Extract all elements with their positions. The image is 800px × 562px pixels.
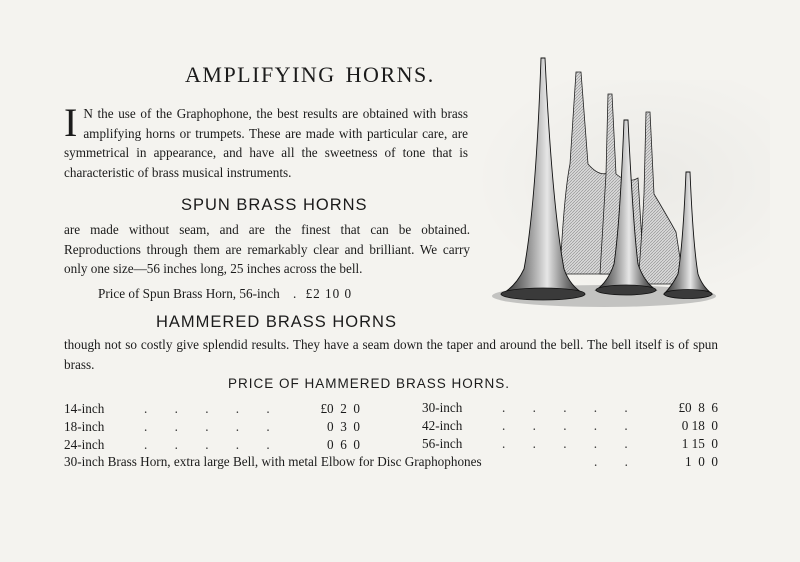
size-label: 18-inch: [64, 419, 105, 434]
price-value: £0 2 0: [320, 401, 360, 416]
intro-text: N the use of the Graphophone, the best results are obtained with brass amplifying horns or trumpets. These are made with particular care, are symmetrical in appearance, and have all the sweetness of tone that is characteristic of brass musical instruments.: [64, 106, 468, 180]
leader-dots: . . . . .: [144, 437, 282, 452]
price-value: 0 18 0: [681, 418, 718, 433]
price-row: [422, 435, 722, 453]
price-value: 0 6 0: [327, 437, 360, 452]
price-value: 1 0 0: [685, 454, 718, 469]
size-label: 56-inch: [422, 436, 463, 451]
spun-price-dot: .: [292, 286, 297, 301]
intro-paragraph: [64, 100, 468, 182]
hammered-heading: HAMMERED BRASS HORNS: [156, 313, 397, 331]
leader-dots: . . . . .: [144, 419, 282, 434]
size-label: 24-inch: [64, 437, 105, 452]
price-value: 0 3 0: [327, 419, 360, 434]
price-value: £0 8 6: [678, 400, 718, 415]
elbow-price-row: [64, 453, 724, 471]
price-table-heading: PRICE OF HAMMERED BRASS HORNS.: [228, 376, 511, 391]
price-row: [422, 417, 722, 435]
price-row: [422, 399, 722, 417]
price-row: [64, 436, 364, 454]
page-title: AMPLIFYING HORNS.: [185, 62, 435, 87]
spun-description: are made without seam, and are the finest that can be obtained. Reproductions through them are remarkably clear and brilliant. We carry only one size—56 inches long, 25 inches across the bell.: [64, 222, 470, 276]
size-label: 42-inch: [422, 418, 463, 433]
spun-price-value: £2 10 0: [305, 286, 353, 301]
brass-horns-illustration-icon: [488, 54, 720, 316]
leader-dots: . . . . .: [144, 401, 282, 416]
spun-price-label: Price of Spun Brass Horn, 56-inch: [98, 286, 280, 301]
spun-heading: SPUN BRASS HORNS: [181, 196, 368, 214]
elbow-label: 30-inch Brass Horn, extra large Bell, with metal Elbow for Disc Graphophones: [64, 454, 482, 469]
leader-dots: . . . . .: [502, 400, 640, 415]
hammered-description: though not so costly give splendid results. They have a seam down the taper and around the bell. The bell itself is of spun brass.: [64, 337, 718, 372]
leader-dots: . . . . .: [502, 418, 640, 433]
leader-dots: . .: [594, 454, 640, 469]
price-row: [64, 400, 364, 418]
drop-cap: I: [64, 100, 78, 145]
price-row: [64, 418, 364, 436]
size-label: 30-inch: [422, 400, 463, 415]
size-label: 14-inch: [64, 401, 105, 416]
price-value: 1 15 0: [681, 436, 718, 451]
spun-price-line: [98, 286, 352, 302]
leader-dots: . . . . .: [502, 436, 640, 451]
